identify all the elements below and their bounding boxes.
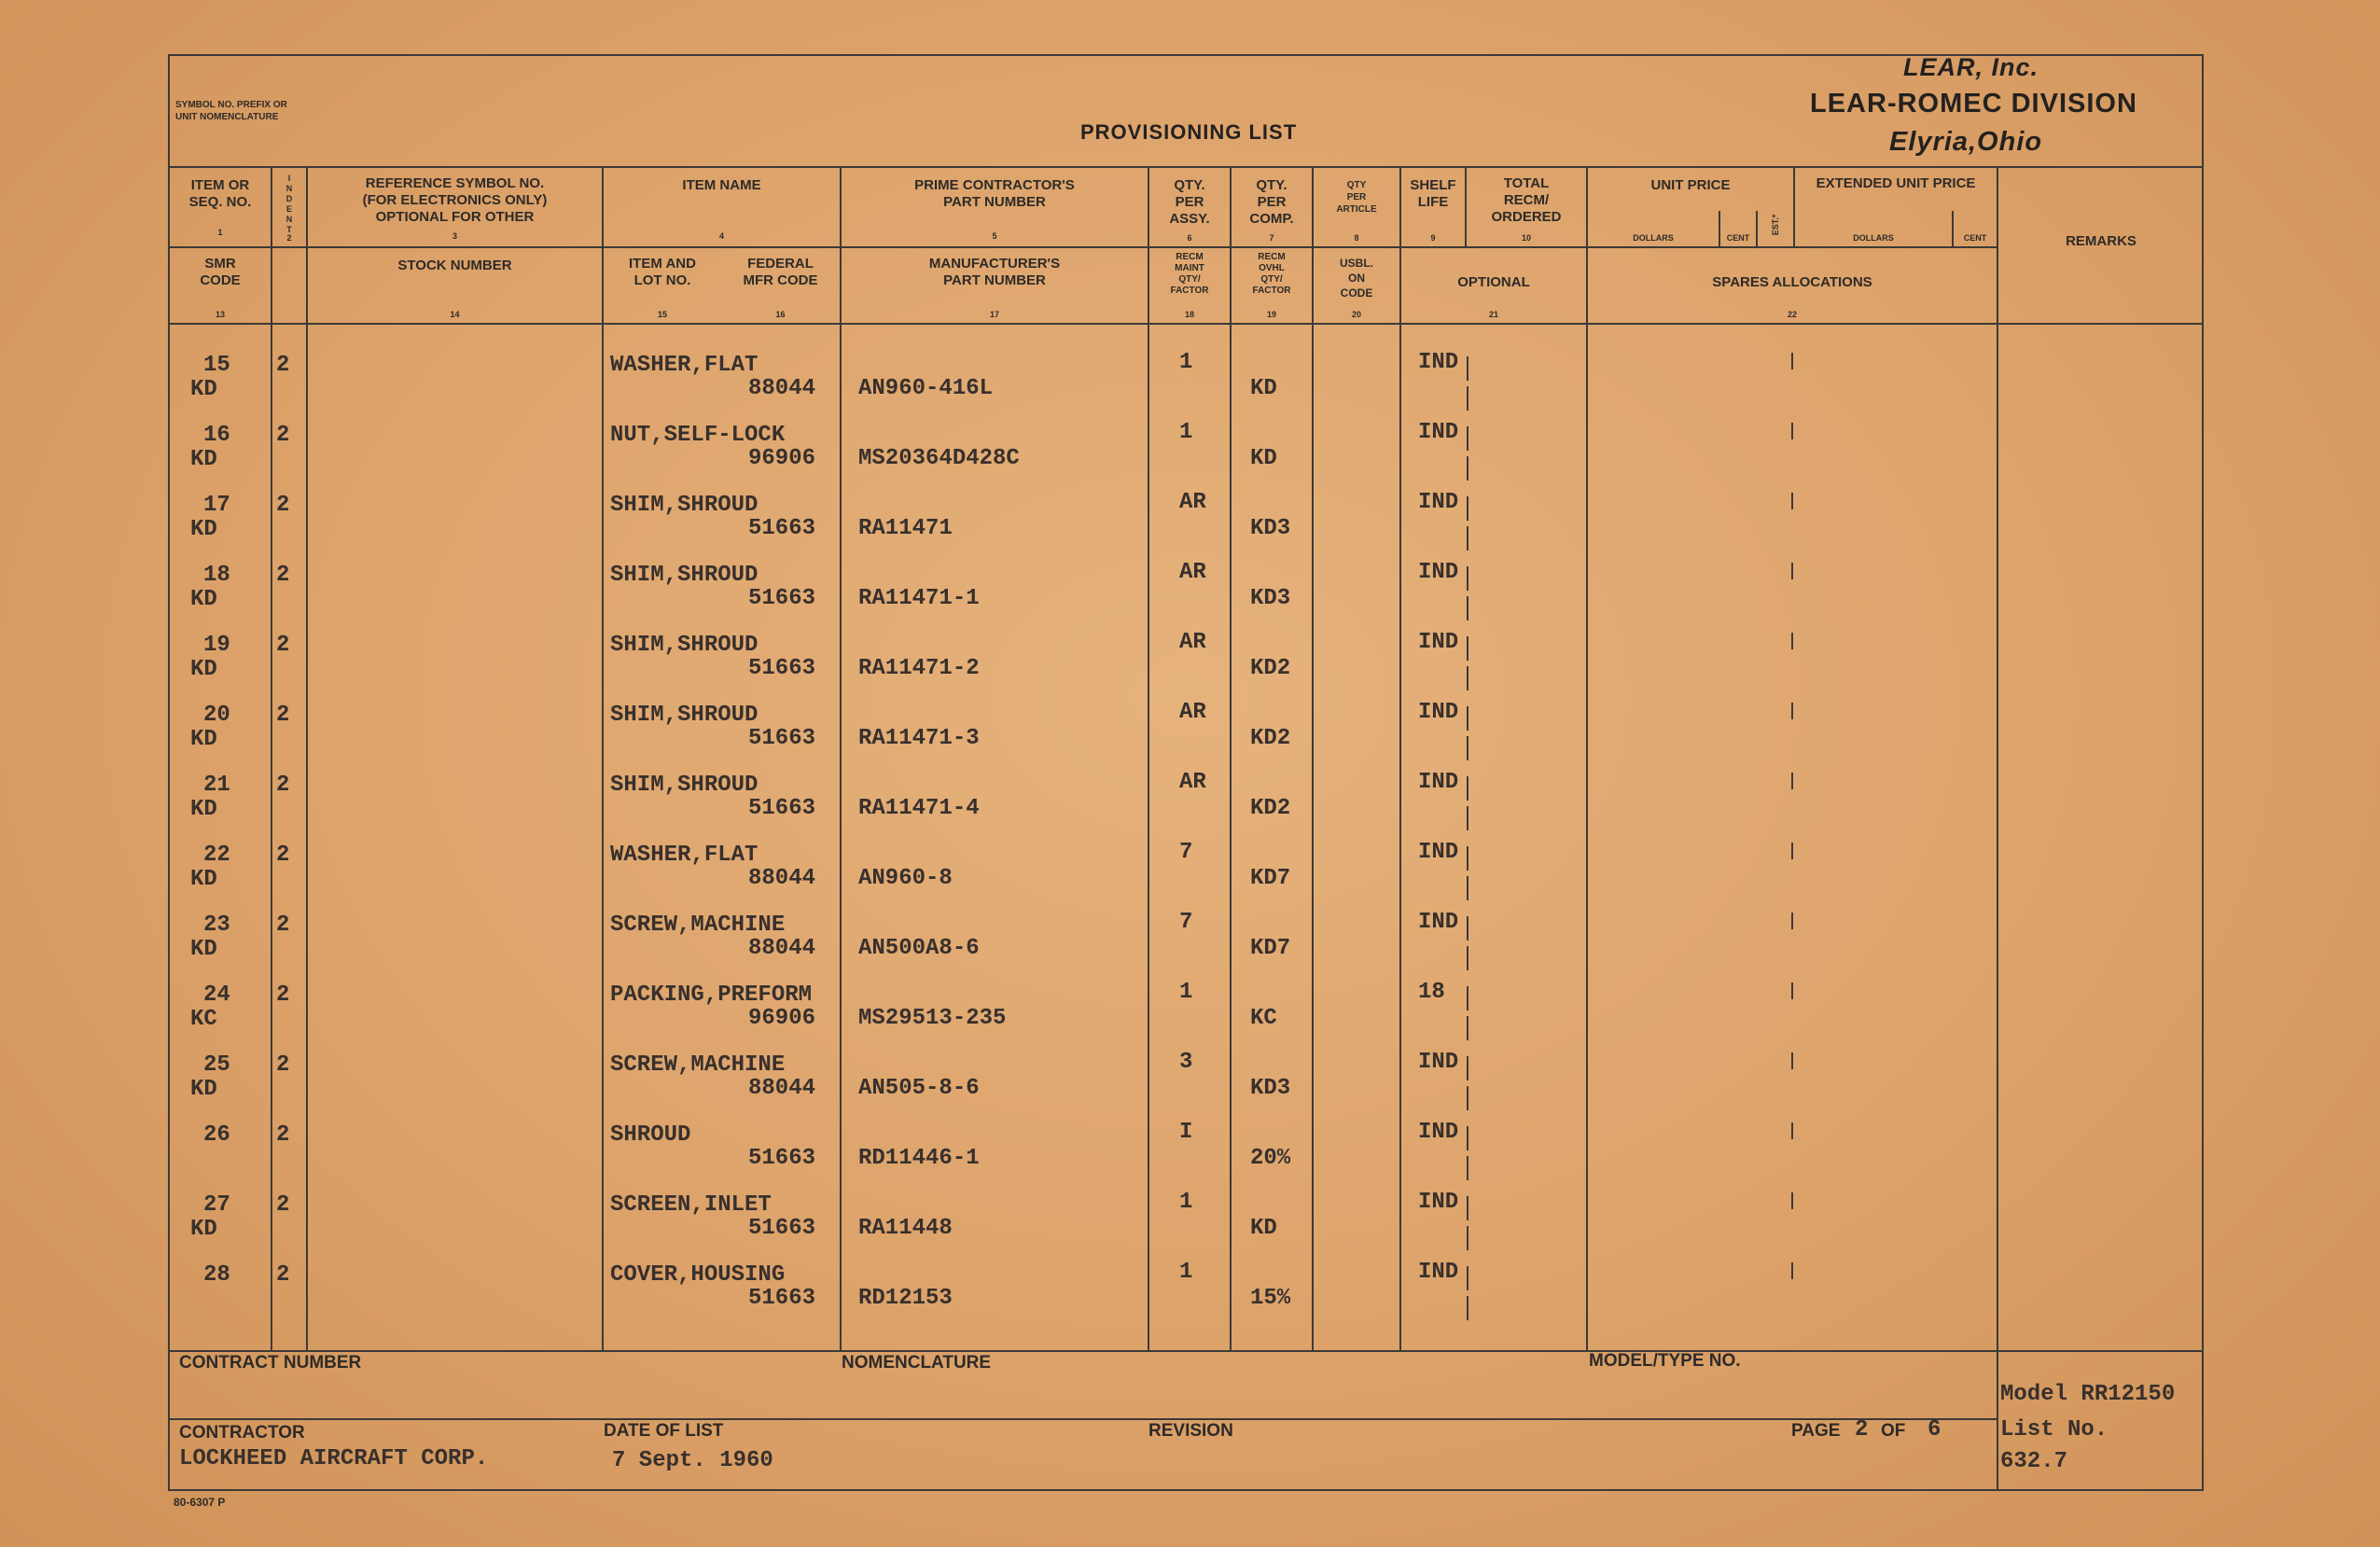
col-rule-2 xyxy=(306,166,308,1351)
tick-mark xyxy=(1467,706,1468,731)
item-name: SHROUD xyxy=(610,1122,691,1148)
tick-mark xyxy=(1467,496,1468,521)
recm-ovhl: KD7 xyxy=(1250,936,1291,961)
smr-code: KD xyxy=(190,447,217,472)
qty-per-assy: 3 xyxy=(1179,1050,1193,1075)
tick-mark xyxy=(1467,946,1468,970)
indent-level: 2 xyxy=(276,843,290,868)
hdr-qty-comp: QTY. PER COMP. xyxy=(1249,177,1294,227)
rule-header-top xyxy=(168,166,2204,168)
page-total: 6 xyxy=(1928,1417,1942,1442)
tick-mark xyxy=(1791,563,1793,579)
recm-ovhl: 15% xyxy=(1250,1286,1291,1311)
tick-mark xyxy=(1467,876,1468,900)
shelf-life: 18 xyxy=(1418,980,1445,1005)
qty-per-assy: AR xyxy=(1179,490,1206,515)
mfr-part-number: MS20364D428C xyxy=(858,446,1020,471)
tick-mark xyxy=(1791,983,1793,999)
indent-level: 2 xyxy=(276,1052,290,1078)
tick-mark xyxy=(1467,806,1468,830)
mfr-part-number: RD12153 xyxy=(858,1286,953,1311)
smr-code: KD xyxy=(190,377,217,402)
hdr-qty-article: QTY PER ARTICLE xyxy=(1336,180,1377,215)
col-rule-3 xyxy=(602,166,604,1351)
mfr-part-number: RA11471-1 xyxy=(858,586,980,611)
hdr-item-seq: ITEM OR SEQ. NO. xyxy=(188,177,252,210)
hdr-num-8: 8 xyxy=(1354,233,1359,243)
hdr-smr-code: SMR CODE xyxy=(200,256,241,288)
mfr-part-number: RA11471-4 xyxy=(858,796,980,821)
smr-code: KD xyxy=(190,657,217,682)
federal-mfr-code: 88044 xyxy=(748,376,816,401)
hdr-num-13: 13 xyxy=(215,310,225,319)
hdr-num-3: 3 xyxy=(452,231,457,241)
hdr-item-lot: ITEM AND LOT NO. xyxy=(629,256,696,288)
rule-header-bottom xyxy=(168,323,2204,325)
recm-ovhl: KC xyxy=(1250,1006,1277,1031)
item-name: SCREW,MACHINE xyxy=(610,1052,786,1078)
federal-mfr-code: 51663 xyxy=(748,796,816,821)
tick-mark xyxy=(1467,426,1468,451)
federal-mfr-code: 51663 xyxy=(748,516,816,541)
contractor-value: LOCKHEED AIRCRAFT CORP. xyxy=(179,1446,489,1471)
tick-mark xyxy=(1467,736,1468,760)
tick-mark xyxy=(1791,493,1793,509)
tick-mark xyxy=(1467,1296,1468,1320)
revision-label: REVISION xyxy=(1148,1421,1233,1441)
recm-ovhl: KD2 xyxy=(1250,796,1291,821)
seq-no: 28 xyxy=(203,1262,230,1288)
qty-per-assy: 1 xyxy=(1179,980,1193,1005)
hdr-federal-mfr: FEDERAL MFR CODE xyxy=(743,256,818,288)
indent-level: 2 xyxy=(276,703,290,728)
form-code: 80-6307 P xyxy=(174,1496,226,1509)
recm-ovhl: KD xyxy=(1250,1216,1277,1241)
seq-no: 15 xyxy=(203,353,230,378)
tick-mark xyxy=(1791,423,1793,439)
rule-header-mid xyxy=(168,246,1997,248)
federal-mfr-code: 88044 xyxy=(748,1076,816,1101)
date-of-list-label: DATE OF LIST xyxy=(604,1421,724,1441)
smr-code: KC xyxy=(190,1007,217,1032)
recm-ovhl: KD xyxy=(1250,446,1277,471)
hdr-num-4: 4 xyxy=(718,231,724,241)
mfr-part-number: AN505-8-6 xyxy=(858,1076,980,1101)
mfr-part-number: RA11448 xyxy=(858,1216,953,1241)
qty-per-assy: 1 xyxy=(1179,1260,1193,1285)
federal-mfr-code: 88044 xyxy=(748,866,816,891)
indent-level: 2 xyxy=(276,493,290,518)
hdr-num-17: 17 xyxy=(989,310,999,319)
seq-no: 22 xyxy=(203,843,230,868)
model-value: Model RR12150 xyxy=(2000,1382,2176,1407)
tick-mark xyxy=(1467,846,1468,871)
indent-level: 2 xyxy=(276,1192,290,1218)
smr-code: KD xyxy=(190,937,217,962)
tick-mark xyxy=(1467,1016,1468,1040)
tick-mark xyxy=(1791,1052,1793,1069)
item-name: SCREEN,INLET xyxy=(610,1192,772,1218)
item-name: WASHER,FLAT xyxy=(610,353,759,378)
seq-no: 23 xyxy=(203,913,230,938)
hdr-recm-ovhl: RECM OVHL QTY/ FACTOR xyxy=(1252,252,1291,296)
hdr-num-7: 7 xyxy=(1269,233,1274,243)
shelf-life: IND xyxy=(1418,770,1459,795)
hdr-spares-alloc: SPARES ALLOCATIONS xyxy=(1712,274,1872,290)
shelf-life: IND xyxy=(1418,1190,1459,1215)
tick-mark xyxy=(1467,386,1468,411)
shelf-life: IND xyxy=(1418,490,1459,515)
tick-mark xyxy=(1467,1126,1468,1150)
mfr-part-number: RA11471-3 xyxy=(858,726,980,751)
item-name: WASHER,FLAT xyxy=(610,843,759,868)
qty-per-assy: 7 xyxy=(1179,840,1193,865)
smr-code: KD xyxy=(190,517,217,542)
federal-mfr-code: 51663 xyxy=(748,1146,816,1171)
indent-level: 2 xyxy=(276,353,290,378)
company-location: Elyria,Ohio xyxy=(1889,127,2043,157)
item-name: SHIM,SHROUD xyxy=(610,773,759,798)
hdr-num-6: 6 xyxy=(1187,233,1192,243)
qty-per-assy: I xyxy=(1179,1120,1193,1145)
shelf-life: IND xyxy=(1418,1120,1459,1145)
seq-no: 16 xyxy=(203,423,230,448)
col-rule-7 xyxy=(1312,166,1314,1351)
federal-mfr-code: 96906 xyxy=(748,1006,816,1031)
hdr-unit-cent: CENT xyxy=(1726,233,1750,243)
tick-mark xyxy=(1467,356,1468,381)
col-rule-10 xyxy=(1586,166,1588,1351)
hdr-mfr-pn: MANUFACTURER'S PART NUMBER xyxy=(928,256,1061,288)
indent-level: 2 xyxy=(276,1262,290,1288)
qty-per-assy: 1 xyxy=(1179,1190,1193,1215)
indent-level: 2 xyxy=(276,1122,290,1148)
qty-per-assy: AR xyxy=(1179,560,1206,585)
model-type-label: MODEL/TYPE NO. xyxy=(1589,1351,1741,1371)
smr-code: KD xyxy=(190,727,217,752)
shelf-life: IND xyxy=(1418,560,1459,585)
seq-no: 18 xyxy=(203,563,230,588)
federal-mfr-code: 51663 xyxy=(748,1286,816,1311)
item-name: PACKING,PREFORM xyxy=(610,983,813,1008)
hdr-total-recm: TOTAL RECM/ ORDERED xyxy=(1491,175,1562,225)
recm-ovhl: KD3 xyxy=(1250,1076,1291,1101)
smr-code: KD xyxy=(190,1217,217,1242)
col-rule-remarks xyxy=(1997,166,1998,1491)
mfr-part-number: AN960-8 xyxy=(858,866,953,891)
hdr-num-14: 14 xyxy=(450,310,460,319)
hdr-num-10: 10 xyxy=(1521,233,1531,243)
hdr-num-1: 1 xyxy=(217,228,223,237)
shelf-life: IND xyxy=(1418,350,1459,375)
form-title: PROVISIONING LIST xyxy=(1080,120,1298,144)
smr-code: KD xyxy=(190,867,217,892)
nomenclature-label: NOMENCLATURE xyxy=(842,1353,992,1373)
hdr-ext-dollars: DOLLARS xyxy=(1853,233,1894,243)
tick-mark xyxy=(1467,1196,1468,1220)
item-name: NUT,SELF-LOCK xyxy=(610,423,786,448)
shelf-life: IND xyxy=(1418,420,1459,445)
rule-footer-mid xyxy=(168,1418,1997,1420)
federal-mfr-code: 51663 xyxy=(748,1216,816,1241)
list-no-value: 632.7 xyxy=(2000,1449,2068,1474)
shelf-life: IND xyxy=(1418,840,1459,865)
page-label: PAGE xyxy=(1791,1421,1841,1441)
federal-mfr-code: 51663 xyxy=(748,656,816,681)
mfr-part-number: RA11471 xyxy=(858,516,953,541)
hdr-stock-number: STOCK NUMBER xyxy=(397,258,512,273)
indent-level: 2 xyxy=(276,563,290,588)
hdr-qty-assy: QTY. PER ASSY. xyxy=(1169,177,1210,227)
item-name: SHIM,SHROUD xyxy=(610,633,759,658)
hdr-num-22: 22 xyxy=(1787,310,1797,319)
item-name: COVER,HOUSING xyxy=(610,1262,786,1288)
tick-mark xyxy=(1467,636,1468,661)
federal-mfr-code: 51663 xyxy=(748,586,816,611)
tick-mark xyxy=(1467,526,1468,551)
recm-ovhl: KD3 xyxy=(1250,516,1291,541)
page-number: 2 xyxy=(1855,1417,1869,1442)
recm-ovhl: KD3 xyxy=(1250,586,1291,611)
indent-level: 2 xyxy=(276,773,290,798)
tick-mark xyxy=(1467,986,1468,1010)
tick-mark xyxy=(1467,1156,1468,1180)
hdr-ext-price: EXTENDED UNIT PRICE xyxy=(1816,175,1976,191)
hdr-unit-price: UNIT PRICE xyxy=(1650,177,1731,193)
smr-code: KD xyxy=(190,587,217,612)
col-rule-5 xyxy=(1148,166,1149,1351)
shelf-life: IND xyxy=(1418,1260,1459,1285)
col-rule-8 xyxy=(1399,166,1401,1351)
hdr-optional: OPTIONAL xyxy=(1457,274,1530,290)
shelf-life: IND xyxy=(1418,700,1459,725)
tick-mark xyxy=(1791,913,1793,929)
recm-ovhl: KD2 xyxy=(1250,726,1291,751)
hdr-num-9: 9 xyxy=(1430,233,1436,243)
federal-mfr-code: 88044 xyxy=(748,936,816,961)
qty-per-assy: AR xyxy=(1179,770,1206,795)
contractor-label: CONTRACTOR xyxy=(179,1423,305,1442)
tick-mark xyxy=(1791,1262,1793,1279)
item-name: SHIM,SHROUD xyxy=(610,493,759,518)
col-rule-1 xyxy=(271,166,272,1351)
tick-mark xyxy=(1791,1192,1793,1209)
seq-no: 17 xyxy=(203,493,230,518)
item-name: SHIM,SHROUD xyxy=(610,703,759,728)
contract-number-label: CONTRACT NUMBER xyxy=(179,1353,362,1373)
mfr-part-number: AN960-416L xyxy=(858,376,994,401)
col-rule-6 xyxy=(1230,166,1232,1351)
indent-level: 2 xyxy=(276,423,290,448)
col-rule-4 xyxy=(840,166,842,1351)
hdr-remarks: REMARKS xyxy=(2066,233,2136,249)
hdr-unit-dollars: DOLLARS xyxy=(1633,233,1674,243)
company-name: LEAR, Inc. xyxy=(1903,53,2039,81)
recm-ovhl: KD2 xyxy=(1250,656,1291,681)
recm-ovhl: 20% xyxy=(1250,1146,1291,1171)
indent-level: 2 xyxy=(276,913,290,938)
hdr-prime-pn: PRIME CONTRACTOR'S PART NUMBER xyxy=(914,177,1075,210)
hdr-unit-est: EST.* xyxy=(1771,214,1780,236)
mfr-part-number: MS29513-235 xyxy=(858,1006,1007,1031)
seq-no: 25 xyxy=(203,1052,230,1078)
date-of-list-value: 7 Sept. 1960 xyxy=(612,1448,773,1473)
hdr-num-20: 20 xyxy=(1351,310,1361,319)
tick-mark xyxy=(1791,773,1793,789)
hdr-num-2: 2 xyxy=(286,233,292,243)
federal-mfr-code: 96906 xyxy=(748,446,816,471)
seq-no: 24 xyxy=(203,983,230,1008)
rule-remarks-footer xyxy=(1997,1350,2204,1352)
hdr-num-16: 16 xyxy=(775,310,786,319)
hdr-item-name: ITEM NAME xyxy=(682,177,761,193)
tick-mark xyxy=(1467,566,1468,591)
est-rule xyxy=(1756,211,1758,246)
shelf-life: IND xyxy=(1418,910,1459,935)
smr-code: KD xyxy=(190,1077,217,1102)
mfr-part-number: RD11446-1 xyxy=(858,1146,980,1171)
qty-per-assy: AR xyxy=(1179,700,1206,725)
hdr-num-5: 5 xyxy=(992,231,997,241)
tick-mark xyxy=(1467,1226,1468,1250)
hdr-num-19: 19 xyxy=(1266,310,1276,319)
shelf-life: IND xyxy=(1418,1050,1459,1075)
item-name: SCREW,MACHINE xyxy=(610,913,786,938)
hdr-indent: I N D E N T xyxy=(285,174,293,234)
tick-mark xyxy=(1467,666,1468,690)
hdr-ext-cent: CENT xyxy=(1963,233,1987,243)
hdr-shelf-life: SHELF LIFE xyxy=(1410,177,1456,210)
hdr-num-15: 15 xyxy=(657,310,667,319)
indent-level: 2 xyxy=(276,983,290,1008)
hdr-recm-maint: RECM MAINT QTY/ FACTOR xyxy=(1170,252,1209,296)
qty-per-assy: 7 xyxy=(1179,910,1193,935)
seq-no: 27 xyxy=(203,1192,230,1218)
tick-mark xyxy=(1467,776,1468,801)
seq-no: 21 xyxy=(203,773,230,798)
mfr-part-number: AN500A8-6 xyxy=(858,936,980,961)
smr-code: KD xyxy=(190,797,217,822)
tick-mark xyxy=(1467,1086,1468,1110)
tick-mark xyxy=(1791,1122,1793,1139)
hdr-num-21: 21 xyxy=(1488,310,1498,319)
qty-per-assy: AR xyxy=(1179,630,1206,655)
of-label: OF xyxy=(1881,1421,1906,1441)
tick-mark xyxy=(1791,353,1793,369)
mfr-part-number: RA11471-2 xyxy=(858,656,980,681)
division-name: LEAR-ROMEC DIVISION xyxy=(1810,89,2137,118)
item-name: SHIM,SHROUD xyxy=(610,563,759,588)
tick-mark xyxy=(1467,1266,1468,1290)
qty-per-assy: 1 xyxy=(1179,420,1193,445)
shelf-life: IND xyxy=(1418,630,1459,655)
qty-per-assy: 1 xyxy=(1179,350,1193,375)
tick-mark xyxy=(1791,633,1793,649)
recm-ovhl: KD xyxy=(1250,376,1277,401)
recm-ovhl: KD7 xyxy=(1250,866,1291,891)
hdr-ref-symbol: REFERENCE SYMBOL NO. (FOR ELECTRONICS ONLY) OPTIONAL FOR OTHER xyxy=(362,175,548,225)
federal-mfr-code: 51663 xyxy=(748,726,816,751)
tick-mark xyxy=(1791,703,1793,719)
tick-mark xyxy=(1467,596,1468,620)
tick-mark xyxy=(1467,916,1468,941)
seq-no: 20 xyxy=(203,703,230,728)
list-no-label: List No. xyxy=(2000,1417,2109,1442)
indent-level: 2 xyxy=(276,633,290,658)
seq-no: 19 xyxy=(203,633,230,658)
tick-mark xyxy=(1467,456,1468,481)
tick-mark xyxy=(1467,1056,1468,1080)
hdr-usbl-code: USBL. ON CODE xyxy=(1340,257,1373,300)
hdr-num-18: 18 xyxy=(1184,310,1194,319)
seq-no: 26 xyxy=(203,1122,230,1148)
tick-mark xyxy=(1791,843,1793,859)
symbol-prefix-label: SYMBOL NO. PREFIX OR UNIT NOMENCLATURE xyxy=(175,100,287,122)
